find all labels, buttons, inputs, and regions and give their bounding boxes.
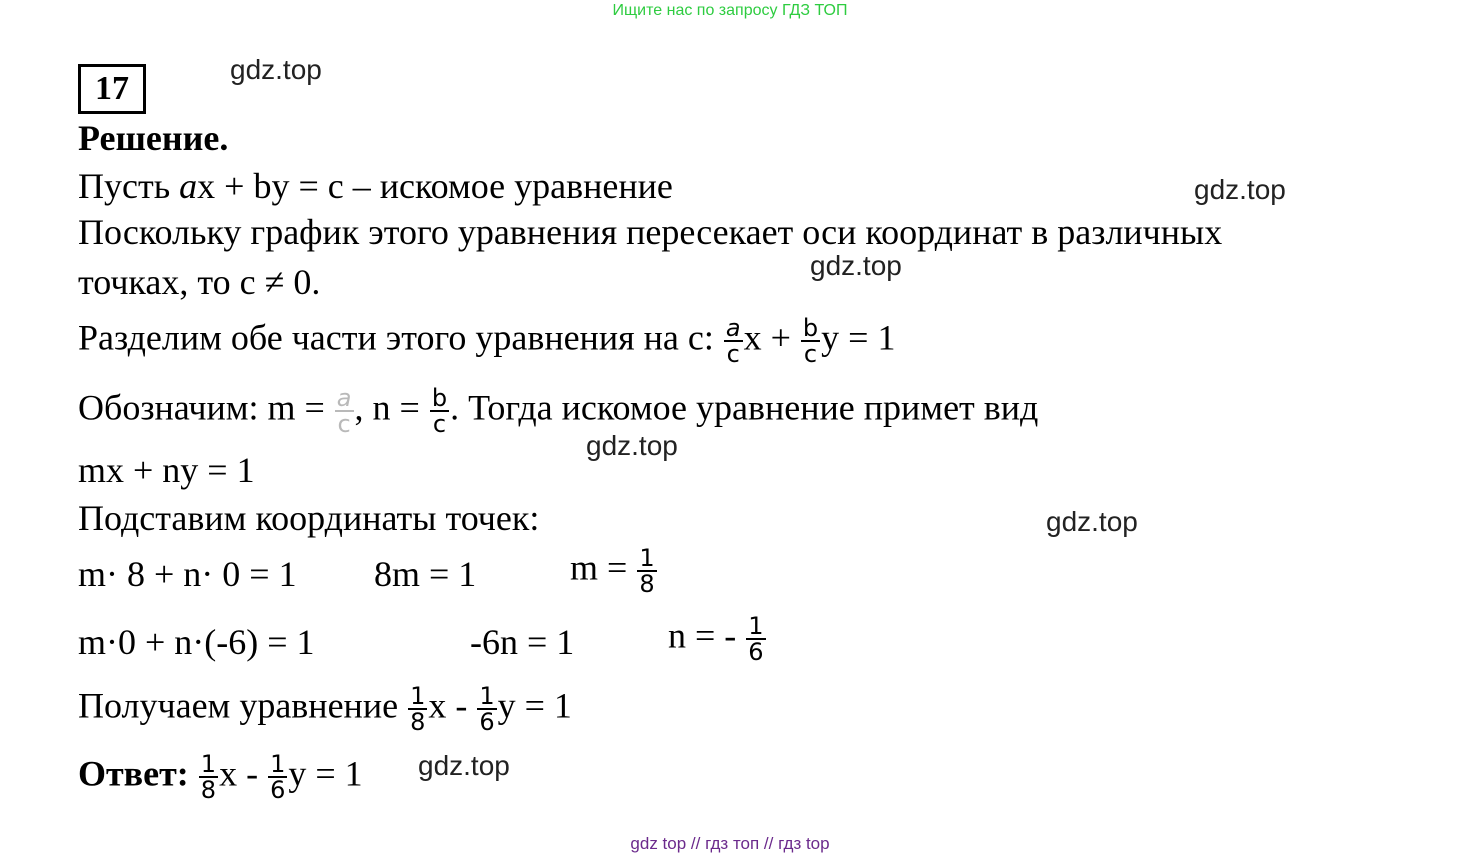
line-7: Подставим координаты точек: [78,498,540,538]
fraction: $\frac{1}{8}$ [200,750,217,804]
top-banner[interactable]: Ищите нас по запросу ГДЗ ТОП [612,2,848,19]
watermark: gdz.top [1046,506,1138,537]
fraction: $\frac{1}{6}$ [479,682,495,736]
line-9a: m·0 + n·(-6) = 1 [78,622,315,662]
line-1: Пусть ax + by = c – искомое уравнение [78,166,673,206]
line-9c: n = - $\frac{1}{6}$ [668,612,764,666]
line-8a: m· 8 + n· 0 = 1 [78,554,297,594]
line-9b: -6n = 1 [470,622,575,662]
line-8c: m = $\frac{1}{8}$ [570,544,655,598]
watermark: gdz.top [1194,174,1286,205]
watermark: gdz.top [586,430,678,461]
answer-line: Ответ: $\frac{1}{8}$ x - $\frac{1}{6}$ y = 1 [78,750,363,804]
fraction: $\frac{1}{8}$ [410,682,426,736]
fraction: $\frac{a}{c}$ [336,384,352,438]
line-3: точках, то c ≠ 0. [78,262,321,302]
fraction: $\frac{b}{c}$ [431,384,448,438]
line-6: mx + ny = 1 [78,450,255,490]
line-5: Обозначим: m = $\frac{a}{c}$ , n = $\frac{b}{c}$ . Тогда искомое уравнение примет вид [78,384,1039,438]
watermark: gdz.top [810,250,902,281]
solution-heading: Решение. [78,118,229,158]
fraction: $\frac{b}{c}$ [802,314,819,368]
watermark: gdz.top [230,54,322,85]
task-number: 17 [78,64,146,114]
fraction: $\frac{1}{8}$ [639,544,655,598]
line-2: Поскольку график этого уравнения пересекает оси координат в различных [78,212,1223,252]
line-10: Получаем уравнение $\frac{1}{8}$ x - $\frac{1}{6}$ y = 1 [78,682,572,736]
line-8b: 8m = 1 [374,554,477,594]
watermark: gdz.top [418,750,510,781]
line-4: Разделим обе части этого уравнения на с: $\frac{a}{c}$ x + $\frac{b}{c}$ y = 1 [78,314,896,368]
fraction: $\frac{a}{c}$ [725,314,741,368]
fraction: $\frac{1}{6}$ [270,750,286,804]
answer-label: Ответ: [78,753,189,794]
fraction: $\frac{1}{6}$ [748,612,764,666]
footer-links[interactable]: gdz top // гдз топ // гдз top [630,834,830,853]
